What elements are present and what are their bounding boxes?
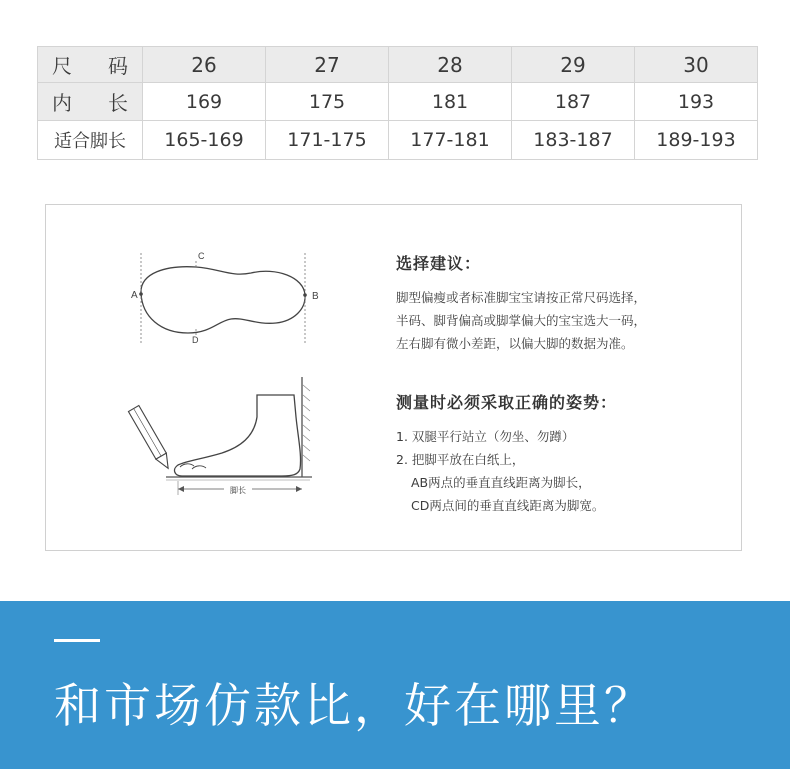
point-d-label: D xyxy=(192,335,199,345)
fit-range-cell: 171-175 xyxy=(266,121,389,160)
banner-title: 和市场仿款比，好在哪里？ xyxy=(54,679,654,734)
fit-range-cell: 183-187 xyxy=(512,121,635,160)
foot-length-label: 脚长 xyxy=(230,486,246,495)
inner-length-cell: 169 xyxy=(143,83,266,121)
measure-step: CD两点间的垂直直线距离为脚宽。 xyxy=(411,498,605,513)
advice-line: 左右脚有微小差距，以偏大脚的数据为准。 xyxy=(396,336,634,351)
advice-line: 半码、脚背偏高或脚掌偏大的宝宝选大一码， xyxy=(396,313,647,328)
size-table xyxy=(37,46,758,160)
inner-length-cell: 193 xyxy=(635,83,758,121)
measure-step: AB两点的垂直直线距离为脚长， xyxy=(411,475,591,490)
fit-range-cell: 177-181 xyxy=(389,121,512,160)
inner-length-row xyxy=(38,83,758,121)
row-label-fit-length: 适合脚长 xyxy=(38,121,143,160)
size-row xyxy=(38,47,758,83)
comparison-banner xyxy=(0,601,790,769)
inner-length-cell: 187 xyxy=(512,83,635,121)
inner-length-cell: 181 xyxy=(389,83,512,121)
size-cell: 29 xyxy=(512,47,635,83)
foot-side-diagram xyxy=(122,377,322,507)
point-a-label: A xyxy=(131,290,138,301)
advice-section xyxy=(396,251,646,355)
fit-length-row xyxy=(38,121,758,160)
measure-step: 1. 双腿平行站立（勿坐、勿蹲） xyxy=(396,429,575,444)
measure-section xyxy=(396,390,617,517)
size-cell: 28 xyxy=(389,47,512,83)
fit-range-cell: 189-193 xyxy=(635,121,758,160)
size-cell: 30 xyxy=(635,47,758,83)
banner-dash-decoration xyxy=(54,639,100,642)
size-cell: 26 xyxy=(143,47,266,83)
fit-range-cell: 165-169 xyxy=(143,121,266,160)
advice-title: 选择建议： xyxy=(396,254,482,273)
inner-length-cell: 175 xyxy=(266,83,389,121)
point-c-label: C xyxy=(198,251,205,261)
measure-title: 测量时必须采取正确的姿势： xyxy=(396,393,618,412)
foot-outline-diagram xyxy=(126,243,326,353)
size-cell: 27 xyxy=(266,47,389,83)
row-label-size: 尺码 xyxy=(38,47,143,83)
measure-step: 2. 把脚平放在白纸上， xyxy=(396,452,525,467)
point-b-label: B xyxy=(312,291,319,302)
advice-line: 脚型偏瘦或者标准脚宝宝请按正常尺码选择， xyxy=(396,290,647,305)
row-label-inner-length: 内长 xyxy=(38,83,143,121)
measurement-guide xyxy=(45,204,742,551)
